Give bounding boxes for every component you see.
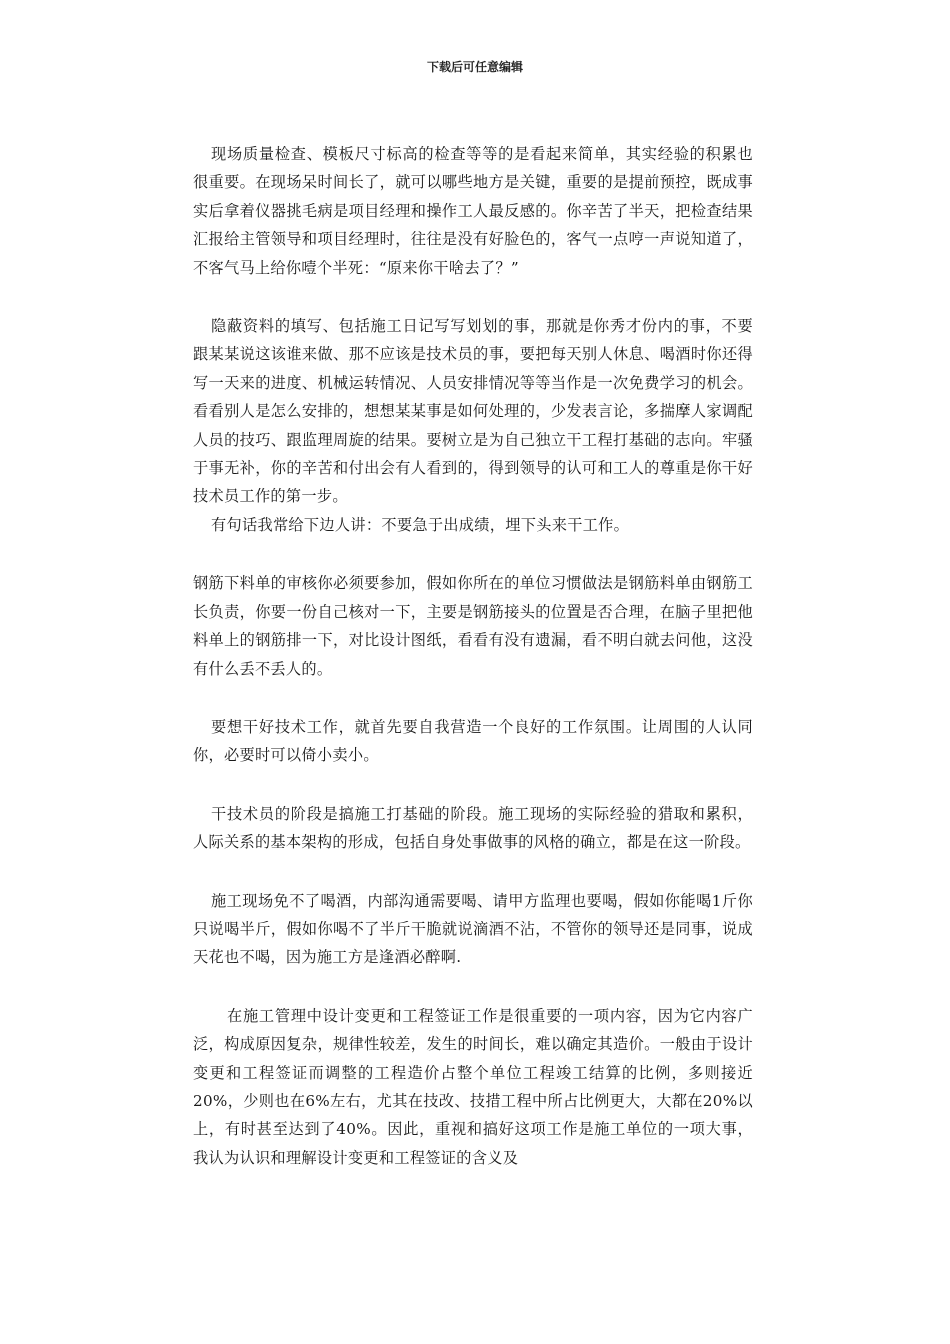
paragraph-technician-stage: 干技术员的阶段是搞施工打基础的阶段。施工现场的实际经验的猎取和累积，人际关系的基本架构的形成，包括自身处事做事的风格的确立，都是在这一阶段。	[193, 804, 753, 852]
document-body	[193, 140, 753, 1172]
paragraph-work-atmosphere: 要想干好技术工作，就首先要自我营造一个良好的工作氛围。让周围的人认同你，必要时可以倚小卖小。	[193, 717, 753, 765]
paragraph-quality-inspection: 现场质量检查、模板尺寸标高的检查等等的是看起来简单，其实经验的积累也很重要。在现场呆时间长了，就可以哪些地方是关键，重要的是提前预控，既成事实后拿着仪器挑毛病是项目经理和操作工人最反感的。你辛苦了半天，把检查结果汇报给主管领导和项目经理时，往往是没有好脸色的，客气一点哼一声说知道了，不客气马上给你噎个半死：“原来你干啥去了？”	[193, 145, 753, 277]
paragraph-saying: 有句话我常给下边人讲：不要急于出成绩，埋下头来干工作。	[211, 515, 630, 534]
paragraph-rebar-list: 钢筋下料单的审核你必须要参加，假如你所在的单位习惯做法是钢筋料单由钢筋工长负责，你要一份自己核对一下，主要是钢筋接头的位置是否合理，在脑子里把他料单上的钢筋排一下，对比设计图纸，看看有没有遗漏，看不明白就去问他，这没有什么丢不丢人的。	[193, 574, 753, 678]
paragraph-concealed-records: 隐蔽资料的填写、包括施工日记写写划划的事，那就是你秀才份内的事，不要跟某某说这该谁来做、那不应该是技术员的事，要把每天别人休息、喝酒时你还得写一天来的进度、机械运转情况、人员安排情况等等当作是一次免费学习的机会。看看别人是怎么安排的，想想某某事是如何处理的，少发表言论，多揣摩人家调配人员的技巧、跟监理周旋的结果。要树立是为自己独立干工程打基础的志向。牢骚于事无补，你的辛苦和付出会有人看到的，得到领导的认可和工人的尊重是你干好技术员工作的第一步。	[193, 317, 753, 506]
paragraph-drinking: 施工现场免不了喝酒，内部沟通需要喝、请甲方监理也要喝，假如你能喝1斤你只说喝半斤，假如你喝不了半斤干脆就说滴酒不沾，不管你的领导还是同事，说成天花也不喝，因为施工方是逢酒必醉啊.	[193, 891, 753, 967]
paragraph-design-change: 在施工管理中设计变更和工程签证工作是很重要的一项内容，因为它内容广泛，构成原因复杂，规律性较差，发生的时间长，难以确定其造价。一般由于设计变更和工程签证而调整的工程造价占整个单位工程竣工结算的比例，多则接近20%，少则也在6%左右，尤其在技改、技措工程中所占比例更大，大都在20%以上，有时甚至达到了40%。因此，重视和搞好这项工作是施工单位的一项大事，我认为认识和理解设计变更和工程签证的含义及	[193, 1006, 753, 1167]
page-header: 下载后可任意编辑	[426, 60, 523, 74]
